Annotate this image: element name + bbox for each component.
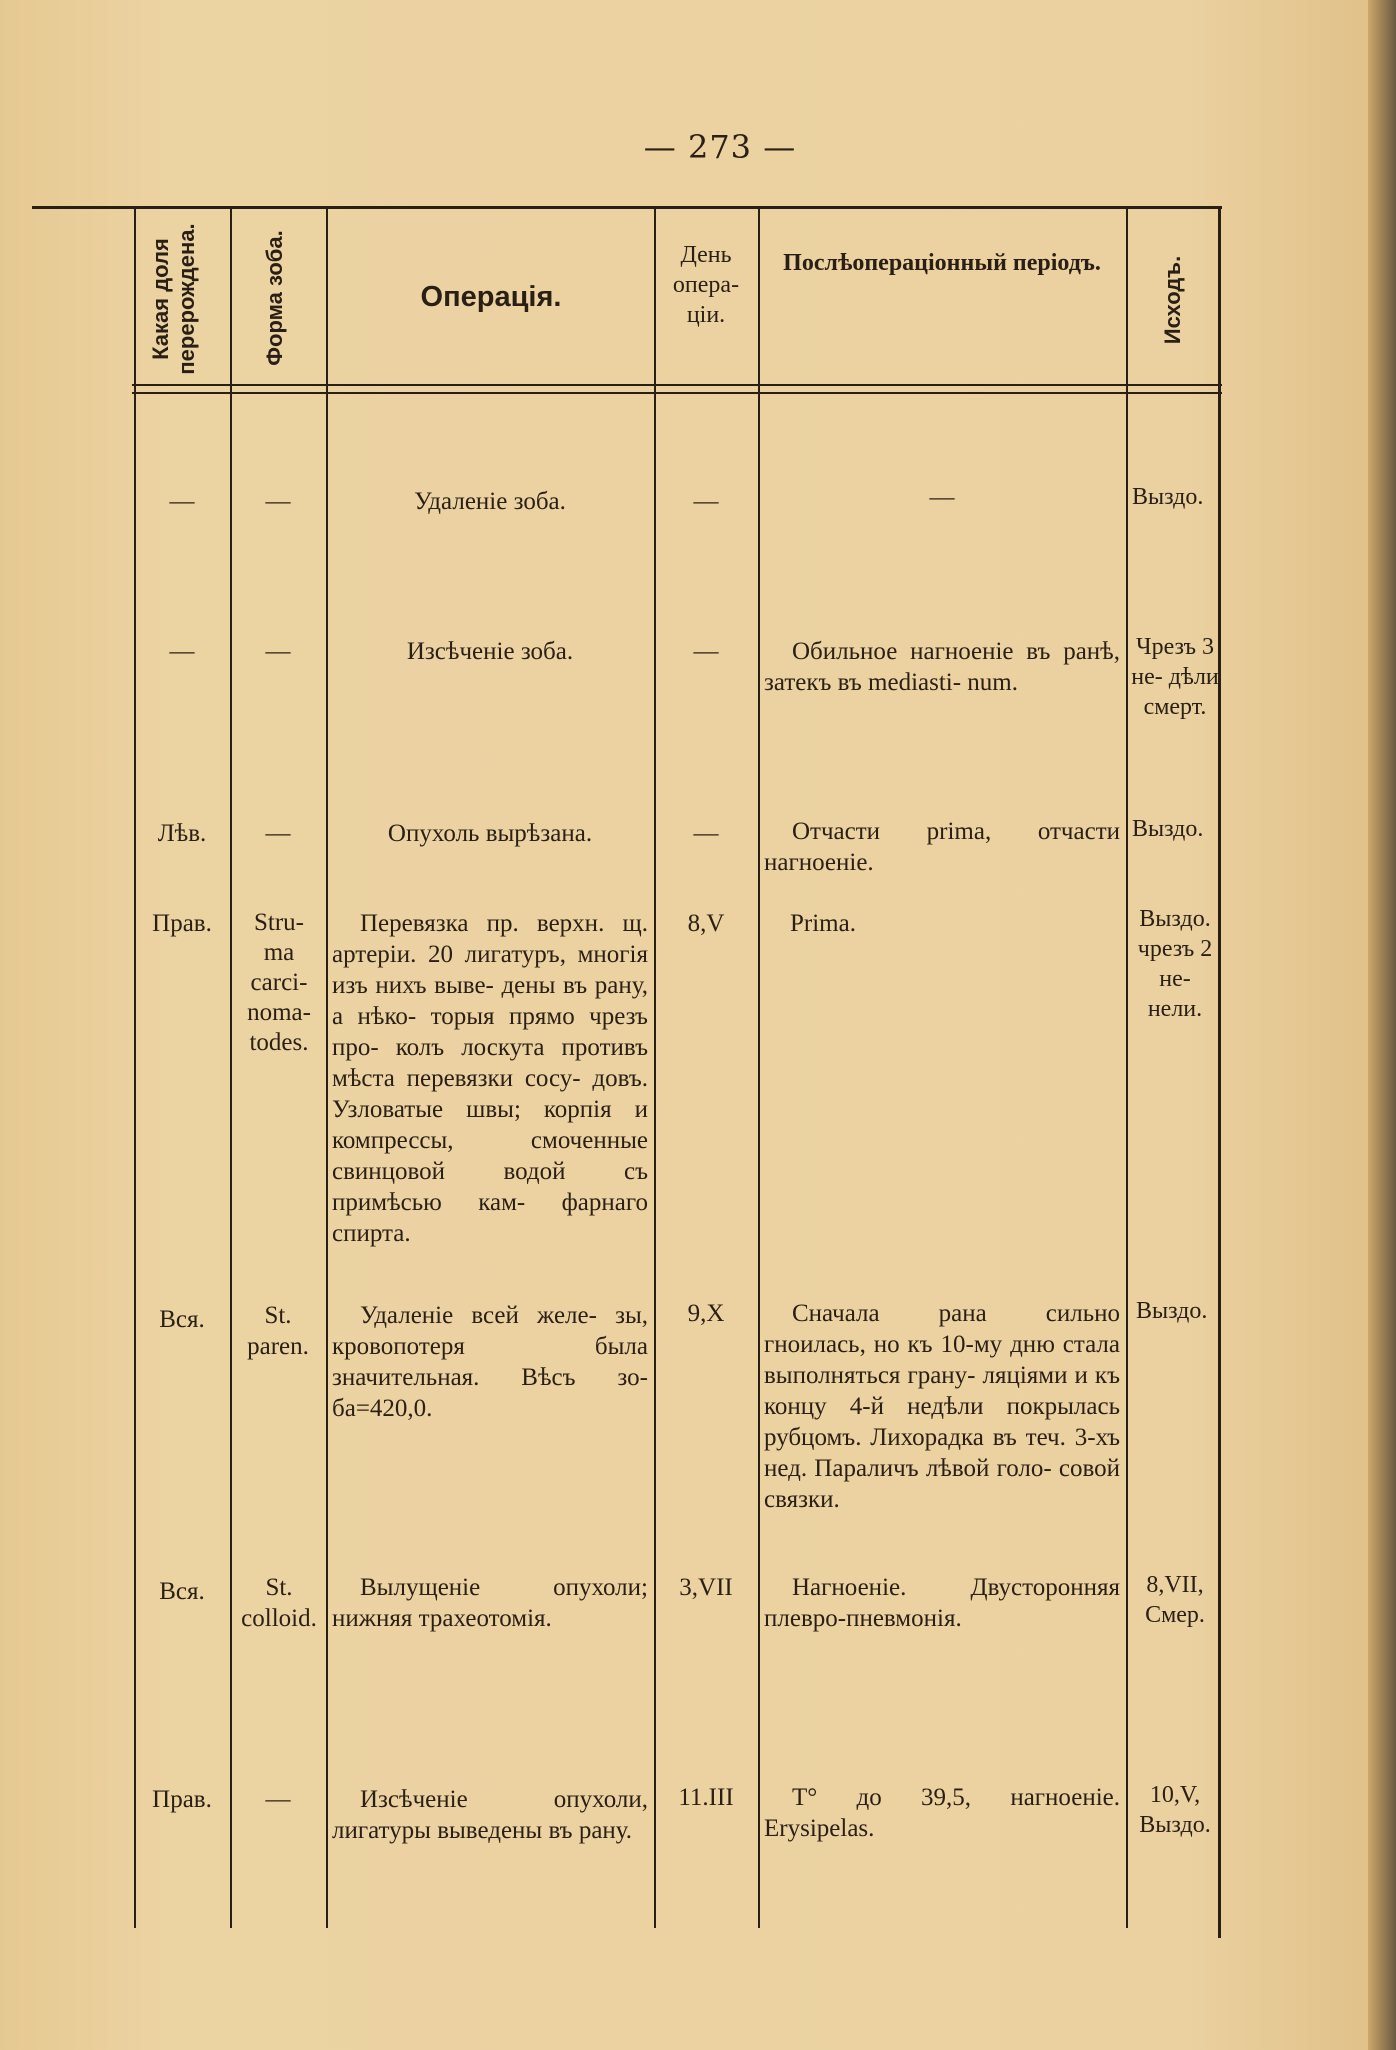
row4-operation: Перевязка пр. верхн. щ. артеріи. 20 лигатуръ, многія изъ нихъ выве- дены въ рану, а нѣко- торыя прямо чрезъ про- колъ лоскута противъ мѣста перевязки сосу- довъ. Узловатые швы; корпія и компрессы, смоченные свинцовой водой съ примѣсью кам- фарнаго спирта. [332, 910, 648, 1247]
row1-operation: Удаленіе зоба. [414, 488, 566, 515]
header-form: Форма зоба. [262, 230, 287, 366]
row4-outcome: Выздо. чрезъ 2 не- нели. [1137, 906, 1213, 1022]
row1-lobe: — [169, 488, 195, 515]
col-rule-6 [1218, 208, 1221, 1938]
row4-lobe: Прав. [152, 910, 212, 937]
row2-form: — [265, 638, 291, 665]
row2-outcome: Чрезъ 3 не- дѣли смерт. [1131, 634, 1219, 720]
row2-lobe: — [169, 638, 195, 665]
row4-form: Stru- ma carci- noma- todes. [247, 909, 311, 1056]
row2-operation: Изсѣченіе зоба. [406, 638, 574, 665]
row7-day: 11.III [678, 1784, 734, 1811]
row5-outcome: Выздо. [1136, 1298, 1208, 1324]
page-number: — 273 — [643, 128, 797, 166]
header-bottom-rule-2 [132, 392, 1222, 394]
row3-day: — [693, 820, 719, 847]
row3-lobe: Лѣв. [157, 820, 207, 847]
row6-operation: Вылущеніе опухоли; нижняя трахеотомія. [332, 1574, 648, 1632]
col-rule-1 [230, 208, 232, 1928]
row3-operation: Опухоль вырѣзана. [387, 820, 593, 847]
header-bottom-rule [132, 384, 1222, 386]
col-rule-5 [1126, 208, 1128, 1928]
row1-day: — [693, 488, 719, 515]
table-top-rule [32, 206, 1222, 209]
header-outcome: Исходъ. [1160, 255, 1185, 345]
row5-lobe: Вся. [159, 1306, 205, 1333]
row1-outcome: Выздо. [1132, 484, 1204, 510]
row6-form: St. colloid. [241, 1574, 317, 1632]
row3-form: — [265, 820, 291, 847]
row2-postop: Обильное нагноеніе въ ранѣ, затекъ въ mediasti- num. [764, 638, 1120, 696]
row1-postop: — [929, 484, 955, 511]
row1-form: — [265, 488, 291, 515]
book-spine-edge [1368, 0, 1396, 2050]
row3-postop: Отчасти prima, отчасти нагноеніе. [764, 818, 1120, 876]
row7-outcome: 10,V, Выздо. [1139, 1782, 1211, 1838]
row5-operation: Удаленіе всей желе- зы, кровопотеря была значительная. Вѣсъ зо- ба=420,0. [332, 1302, 648, 1422]
row6-postop: Нагноеніе. Двусторонняя плевро-пневмонія. [764, 1574, 1120, 1632]
row7-postop: T° до 39,5, нагноеніе. Erysipelas. [764, 1784, 1120, 1842]
row7-form: — [265, 1786, 291, 1813]
row5-day: 9,X [687, 1300, 725, 1327]
header-operation: Операція. [420, 281, 562, 313]
header-day: День опера- ціи. [672, 242, 740, 328]
col-rule-4 [758, 208, 760, 1928]
col-rule-3 [654, 208, 656, 1928]
row6-lobe: Вся. [159, 1578, 205, 1605]
row2-day: — [693, 638, 719, 665]
col-rule-2 [326, 208, 328, 1928]
row5-postop: Сначала рана сильно гноилась, но къ 10-му дню стала выполняться грану- ляціями и къ концу 4-й недѣли покрылась рубцомъ. Лихорадка въ теч. 3-хъ нед. Параличъ лѣвой голо- совой связки. [764, 1300, 1120, 1513]
surgery-table [32, 200, 1222, 1940]
header-postop: Послѣопераціонный періодъ. [783, 250, 1101, 276]
row7-lobe: Прав. [152, 1786, 212, 1813]
col-rule-0 [134, 208, 136, 1928]
row5-form: St. paren. [247, 1302, 309, 1360]
row7-operation: Изсѣченіе опухоли, лигатуры выведены въ рану. [332, 1786, 648, 1844]
row4-postop: Prima. [790, 910, 856, 937]
row6-day: 3,VII [679, 1574, 733, 1601]
row6-outcome: 8,VII, Смер. [1145, 1572, 1205, 1628]
header-lobe: Какая доля перерождена. [148, 223, 199, 375]
row4-day: 8,V [687, 910, 725, 937]
row3-outcome: Выздо. [1132, 816, 1204, 842]
